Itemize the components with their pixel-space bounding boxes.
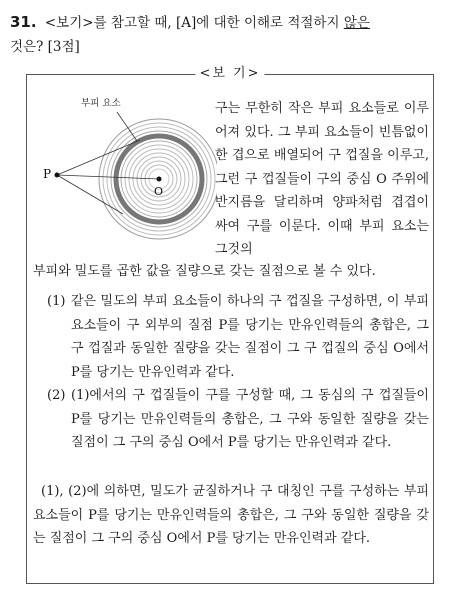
line-p-center xyxy=(57,175,159,179)
list-item xyxy=(33,290,429,384)
point-p xyxy=(55,173,60,178)
question-underlined: 않은 xyxy=(343,15,370,31)
conclusion-text: (1), (2)에 의하면, 밀도가 균질하거나 구 대칭인 구를 구성하는 부피 요소들이 P를 당기는 만유인력들의 총합은, 그 구와 동일한 질량을 갖는 질점이 그 구의 중심 O에서 P를 당기는 만유인력과 같다. xyxy=(33,484,429,546)
bogi-box xyxy=(26,66,434,584)
question-text-2: 것은? [3점] xyxy=(10,39,80,55)
label-volume-element: 부피 요소 xyxy=(81,98,121,109)
leader-line xyxy=(117,112,137,141)
intro-right-text: 구는 무한히 작은 부피 요소들로 이루어져 있다. 그 부피 요소들이 빈틈없이 한 겹으로 배열되어 구 껍질을 이루고, 그런 구 껍질들이 구의 중심 O 주위에 반지름을 달리하며 양파처럼 겹겹이 싸여 구를 이룬다. 이때 부피 요소는 그것의 xyxy=(215,101,429,257)
question-text: <보기>를 참고할 때, [A]에 대한 이해로 적절하지 xyxy=(44,15,344,31)
item-text: 같은 밀도의 부피 요소들이 하나의 구 껍질을 구성하면, 이 부피 요소들이 구 외부의 질점 P를 당기는 만유인력들의 총합은, 그 구 껍질과 동일한 질량을 갖는 질점이 그 구 껍질의 중심 O에서 P를 당기는 만유인력과 같다. xyxy=(71,294,429,380)
question-number: 31. xyxy=(10,13,37,31)
bogi-title: <보 기> xyxy=(195,65,264,83)
sphere-figure xyxy=(37,93,217,257)
label-o: O xyxy=(154,185,164,198)
list-item xyxy=(33,384,429,455)
item-number: (2) xyxy=(47,388,66,403)
intro-full-text: 부피와 밀도를 곱한 값을 질량으로 갖는 질점으로 볼 수 있다. xyxy=(33,264,376,279)
item-number: (1) xyxy=(47,294,66,309)
item-text: (1)에서의 구 껍질들이 구를 구성할 때, 그 동심의 구 껍질들이 P를 당기는 만유인력들의 총합은, 그 구와 동일한 질량을 갖는 질점이 그 구의 중심 O에서 P를 당기는 만유인력과 같다. xyxy=(71,388,429,450)
question-stem xyxy=(10,10,446,59)
center-o xyxy=(157,177,162,182)
label-p: P xyxy=(43,167,52,181)
